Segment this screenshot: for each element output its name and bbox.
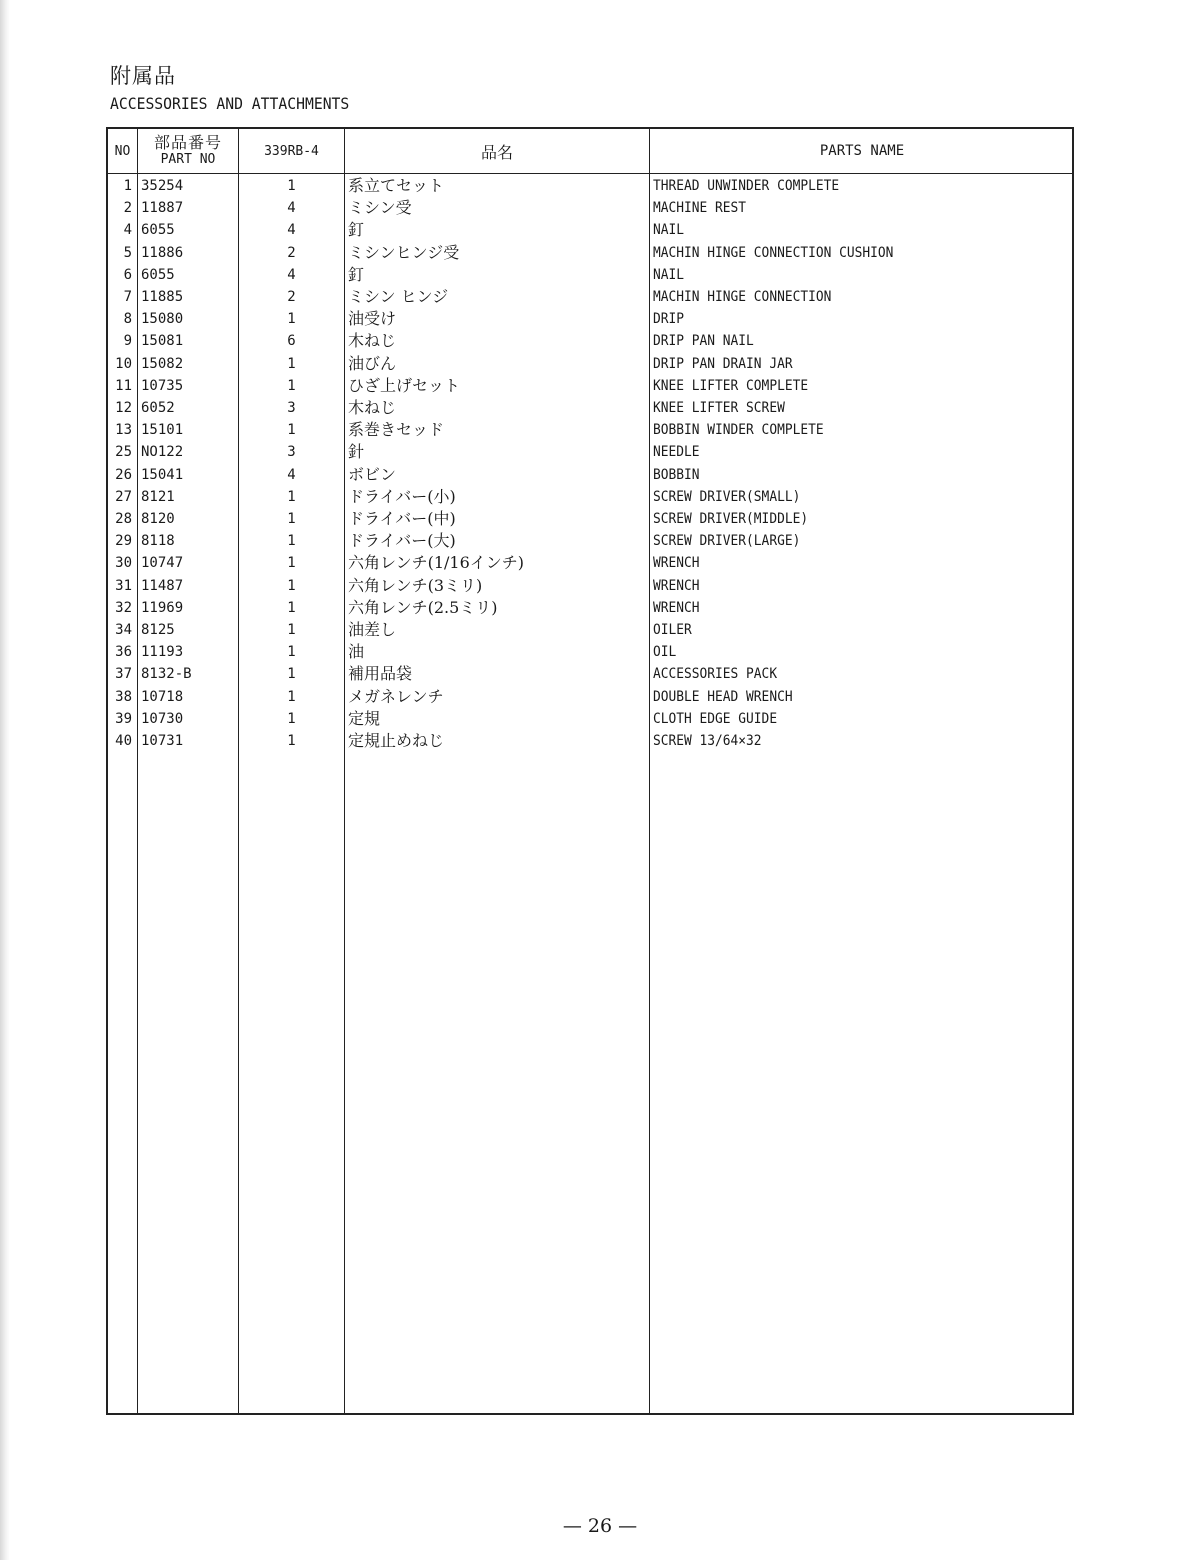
row-no: 27 [115, 488, 132, 505]
table-row [108, 575, 1072, 597]
row-name-en: NAIL [653, 222, 685, 239]
row-name-jp: 油受け [348, 309, 397, 329]
row-name-jp: 油 [348, 642, 365, 662]
table-row [108, 619, 1072, 641]
row-name-jp: 油びん [348, 353, 397, 373]
row-part-no: 8120 [141, 511, 175, 527]
row-no: 26 [115, 466, 132, 483]
row-name-en: KNEE LIFTER COMPLETE [653, 377, 809, 394]
row-name-jp: 釘 [348, 264, 365, 284]
row-name-jp: 六角レンチ(2.5ミリ) [348, 597, 498, 617]
row-part-no: 8118 [141, 533, 175, 550]
row-name-en: BOBBIN WINDER COMPLETE [653, 422, 824, 439]
table-row [108, 197, 1072, 219]
row-qty: 4 [287, 200, 296, 217]
row-no: 10 [115, 355, 132, 372]
row-no: 34 [115, 622, 132, 638]
page-title-jp: 附属品 [110, 64, 176, 88]
row-name-jp: ミシンヒンジ受 [348, 242, 460, 262]
row-name-jp: ドライバー(中) [348, 509, 456, 528]
page-title-en: ACCESSORIES AND ATTACHMENTS [110, 94, 350, 113]
row-no: 12 [115, 400, 132, 416]
row-name-jp: ドライバー(小) [348, 486, 456, 506]
row-part-no: 11193 [141, 644, 184, 661]
row-name-jp: 釘 [348, 220, 365, 240]
row-no: 38 [115, 688, 132, 705]
row-no: 4 [123, 222, 132, 239]
row-no: 31 [115, 577, 132, 594]
row-qty: 1 [287, 666, 296, 683]
table-row [108, 552, 1072, 574]
header-divider [108, 173, 1072, 174]
row-part-no: 10718 [141, 688, 184, 705]
table-row [108, 286, 1072, 308]
table-row [108, 530, 1072, 552]
row-qty: 1 [287, 577, 296, 594]
row-qty: 1 [287, 533, 296, 550]
row-qty: 4 [287, 466, 296, 483]
row-part-no: 10747 [141, 555, 184, 572]
row-name-jp: ボビン [348, 464, 397, 484]
row-name-jp: 木ねじ [348, 331, 397, 351]
row-part-no: 11887 [141, 200, 184, 217]
row-qty: 1 [287, 178, 296, 194]
row-name-en: BOBBIN [653, 466, 700, 483]
row-name-en: SCREW DRIVER(LARGE) [653, 533, 801, 550]
table-row [108, 242, 1072, 264]
table-row [108, 397, 1072, 419]
row-name-en: WRENCH [653, 599, 700, 616]
row-name-en: DOUBLE HEAD WRENCH [653, 688, 793, 705]
table-row [108, 508, 1072, 530]
row-no: 7 [123, 289, 132, 305]
row-no: 40 [115, 733, 132, 749]
table-row [108, 375, 1072, 397]
row-name-en: SCREW DRIVER(MIDDLE) [653, 511, 809, 527]
row-name-en: DRIP PAN NAIL [653, 333, 754, 350]
row-no: 30 [115, 555, 132, 572]
row-name-en: WRENCH [653, 555, 700, 572]
row-name-jp: ドライバー(大) [348, 531, 456, 551]
row-name-jp: 定規止めねじ [348, 731, 445, 750]
row-no: 9 [123, 333, 132, 350]
row-name-en: MACHINE REST [653, 200, 747, 217]
row-name-jp: 系巻きセッド [348, 420, 445, 440]
row-qty: 2 [287, 289, 296, 305]
row-no: 13 [115, 422, 132, 439]
row-name-en: DRIP PAN DRAIN JAR [653, 355, 793, 372]
row-qty: 1 [287, 599, 296, 616]
row-no: 28 [115, 511, 132, 527]
row-no: 32 [115, 599, 132, 616]
table-row [108, 330, 1072, 352]
header-no: NO [114, 143, 131, 159]
header-part-no-jp: 部品番号 [153, 133, 222, 152]
table-row [108, 264, 1072, 286]
row-name-en: NEEDLE [653, 444, 700, 461]
table-row [108, 641, 1072, 663]
row-part-no: 6055 [141, 266, 175, 283]
row-name-jp: 六角レンチ(1/16インチ) [348, 553, 525, 573]
table-row [108, 464, 1072, 486]
row-no: 29 [115, 533, 132, 550]
row-no: 25 [115, 444, 132, 461]
scan-edge [0, 0, 10, 1560]
row-qty: 1 [287, 622, 296, 638]
row-qty: 1 [287, 355, 296, 372]
row-part-no: 15082 [141, 355, 184, 372]
row-no: 11 [115, 377, 132, 394]
row-no: 5 [123, 244, 132, 261]
row-qty: 1 [287, 422, 296, 439]
table-row [108, 219, 1072, 241]
row-no: 39 [115, 710, 132, 727]
table-row [108, 597, 1072, 619]
row-part-no: 6055 [141, 222, 175, 239]
row-name-en: WRENCH [653, 577, 700, 594]
row-part-no: 8121 [141, 488, 175, 505]
header-model: 339RB-4 [264, 143, 319, 159]
row-qty: 1 [287, 710, 296, 727]
row-name-en: KNEE LIFTER SCREW [653, 400, 785, 416]
table-row [108, 353, 1072, 375]
row-name-en: OILER [653, 622, 692, 638]
row-part-no: 11886 [141, 244, 184, 261]
row-name-en: NAIL [653, 266, 685, 283]
header-name-jp: 品名 [480, 142, 513, 162]
row-name-en: ACCESSORIES PACK [653, 666, 778, 683]
table-row [108, 686, 1072, 708]
row-part-no: 15081 [141, 333, 184, 350]
row-qty: 1 [287, 377, 296, 394]
row-no: 8 [123, 311, 132, 328]
row-part-no: 11487 [141, 577, 184, 594]
table-row [108, 486, 1072, 508]
row-name-en: DRIP [653, 311, 685, 328]
row-name-jp: 系立てセット [348, 176, 445, 195]
row-part-no: 10731 [141, 733, 184, 749]
table-row [108, 308, 1072, 330]
row-name-jp: メガネレンチ [348, 686, 444, 706]
row-name-en: OIL [653, 644, 677, 661]
row-part-no: 15041 [141, 466, 184, 483]
row-no: 2 [123, 200, 132, 217]
row-name-jp: 六角レンチ(3ミリ) [348, 575, 483, 595]
row-part-no: NO122 [141, 444, 184, 461]
row-part-no: 10730 [141, 710, 184, 727]
row-name-en: SCREW DRIVER(SMALL) [653, 488, 801, 505]
row-name-en: MACHIN HINGE CONNECTION CUSHION [653, 244, 894, 261]
row-name-en: THREAD UNWINDER COMPLETE [653, 178, 840, 194]
row-qty: 1 [287, 688, 296, 705]
row-no: 37 [115, 666, 132, 683]
row-part-no: 15080 [141, 311, 184, 328]
row-part-no: 8132-B [141, 666, 192, 683]
page-number: — 26 — [562, 1515, 638, 1537]
table-row [108, 175, 1072, 197]
table-row [108, 663, 1072, 685]
row-name-en: MACHIN HINGE CONNECTION [653, 289, 832, 305]
row-name-jp: ミシン受 [348, 198, 412, 218]
row-name-jp: 油差し [348, 620, 397, 639]
header-part-no [138, 129, 238, 173]
row-name-jp: ひざ上げセット [348, 375, 461, 395]
row-qty: 1 [287, 311, 296, 328]
table-row [108, 708, 1072, 730]
table-row [108, 419, 1072, 441]
table-row [108, 441, 1072, 463]
row-name-jp: 補用品袋 [348, 664, 413, 684]
row-name-en: SCREW 13/64×32 [653, 733, 762, 749]
row-name-jp: 針 [348, 442, 365, 462]
row-no: 1 [123, 178, 132, 194]
row-qty: 1 [287, 733, 296, 749]
row-qty: 1 [287, 644, 296, 661]
row-name-en: CLOTH EDGE GUIDE [653, 710, 778, 727]
header-name-en: PARTS NAME [819, 143, 905, 159]
row-part-no: 10735 [141, 377, 184, 394]
row-name-jp: 木ねじ [348, 398, 397, 417]
row-part-no: 8125 [141, 622, 175, 638]
header-part-no-en: PART NO [160, 152, 216, 167]
row-qty: 3 [287, 444, 296, 461]
row-qty: 2 [287, 244, 296, 261]
row-part-no: 15101 [141, 422, 184, 439]
row-no: 36 [115, 644, 132, 661]
row-qty: 6 [287, 333, 296, 350]
row-part-no: 11885 [141, 289, 184, 305]
table-row [108, 730, 1072, 752]
row-qty: 1 [287, 555, 296, 572]
row-part-no: 6052 [141, 400, 175, 416]
row-qty: 4 [287, 266, 296, 283]
row-part-no: 11969 [141, 599, 184, 616]
row-part-no: 35254 [141, 178, 184, 194]
row-qty: 1 [287, 511, 296, 527]
parts-table [106, 127, 1074, 1415]
row-qty: 4 [287, 222, 296, 239]
row-no: 6 [123, 266, 132, 283]
row-qty: 1 [287, 488, 296, 505]
row-name-jp: ミシン ヒンジ [348, 287, 449, 306]
row-qty: 3 [287, 400, 296, 416]
row-name-jp: 定規 [348, 708, 381, 728]
